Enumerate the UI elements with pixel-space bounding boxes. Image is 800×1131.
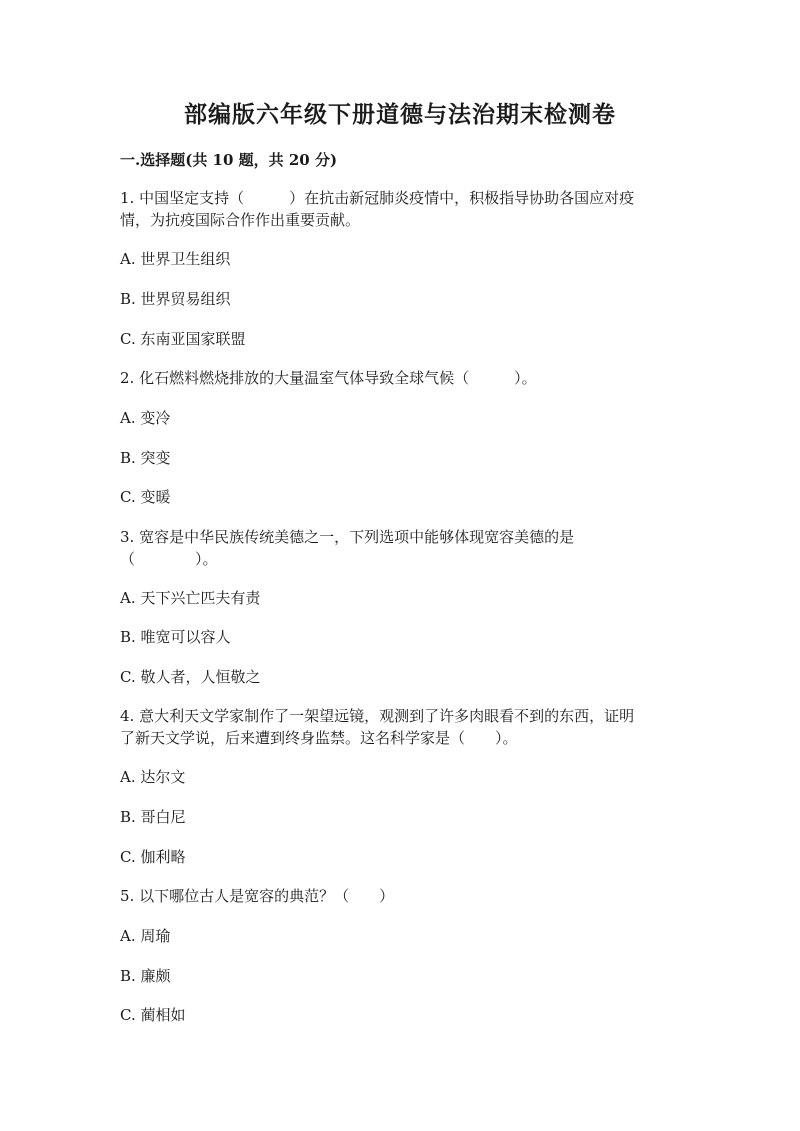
question-5-stem-line-1: 5. 以下哪位古人是宽容的典范？（ ） — [120, 887, 395, 905]
question-1-option-c: C. 东南亚国家联盟 — [120, 330, 246, 348]
question-4-stem-line-1: 4. 意大利天文学家制作了一架望远镜，观测到了许多肉眼看不到的东西，证明 — [120, 707, 635, 725]
question-2-option-c: C. 变暖 — [120, 488, 171, 506]
question-3-stem-line-1: 3. 宽容是中华民族传统美德之一，下列选项中能够体现宽容美德的是 — [120, 528, 575, 546]
question-1-option-b: B. 世界贸易组织 — [120, 290, 231, 308]
page-title: 部编版六年级下册道德与法治期末检测卷 — [184, 101, 616, 128]
question-4-option-c: C. 伽利略 — [120, 848, 186, 866]
question-3-stem-line-2: （ ）。 — [120, 550, 218, 568]
question-5-option-c: C. 蔺相如 — [120, 1006, 186, 1024]
question-4-stem-line-2: 了新天文学说，后来遭到终身监禁。这名科学家是（ ）。 — [120, 729, 518, 747]
question-3-option-c: C. 敬人者，人恒敬之 — [120, 668, 261, 686]
question-4-option-a: A. 达尔文 — [120, 768, 186, 786]
question-1-option-a: A. 世界卫生组织 — [120, 250, 231, 268]
question-5-option-b: B. 廉颇 — [120, 967, 171, 985]
question-2-option-a: A. 变冷 — [120, 409, 171, 427]
question-3-option-b: B. 唯宽可以容人 — [120, 628, 231, 646]
question-2-stem-line-1: 2. 化石燃料燃烧排放的大量温室气体导致全球气候（ ）。 — [120, 369, 537, 387]
question-1-stem-line-1: 1. 中国坚定支持（ ）在抗击新冠肺炎疫情中，积极指导协助各国应对疫 — [120, 189, 635, 207]
question-4-option-b: B. 哥白尼 — [120, 808, 186, 826]
question-3-option-a: A. 天下兴亡匹夫有责 — [120, 589, 261, 607]
question-2-option-b: B. 突变 — [120, 449, 171, 467]
question-5-option-a: A. 周瑜 — [120, 927, 171, 945]
question-1-stem-line-2: 情，为抗疫国际合作作出重要贡献。 — [120, 211, 361, 229]
section-heading: 一.选择题(共 10 题，共 20 分) — [120, 151, 338, 169]
